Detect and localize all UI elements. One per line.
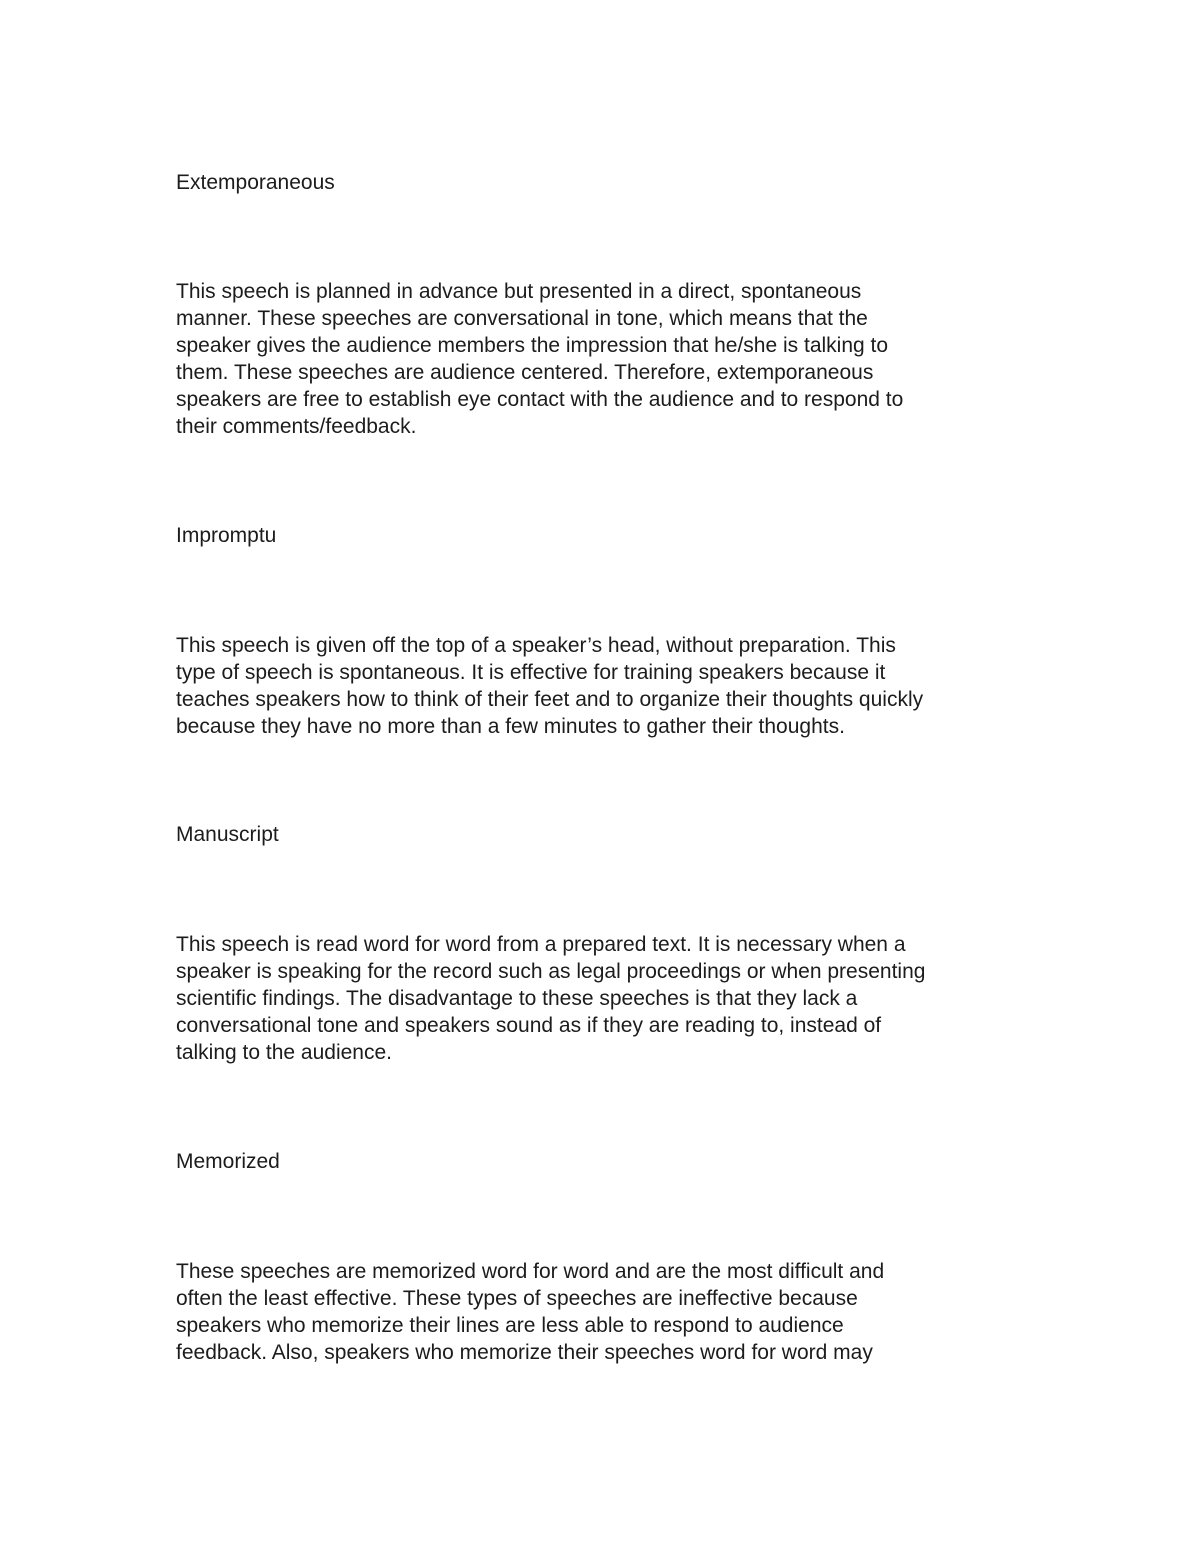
paragraph-line: conversational tone and speakers sound as if they are reading to, instead of <box>176 1014 882 1037</box>
section-heading-manuscript <box>176 821 1036 848</box>
paragraph-line: teaches speakers how to think of their feet and to organize their thoughts quickly <box>176 688 924 711</box>
section-body-manuscript <box>176 931 1036 1066</box>
paragraph-line: This speech is given off the top of a speaker’s head, without preparation. This <box>176 634 896 657</box>
section-heading: Memorized <box>176 1150 280 1173</box>
section-heading-extemporaneous <box>176 169 1036 196</box>
section-heading-impromptu <box>176 522 1036 549</box>
paragraph-line: feedback. Also, speakers who memorize their speeches word for word may <box>176 1341 873 1364</box>
paragraph-line: speaker gives the audience members the impression that he/she is talking to <box>176 334 889 357</box>
paragraph-line: speakers who memorize their lines are less able to respond to audience <box>176 1314 844 1337</box>
paragraph-line: talking to the audience. <box>176 1041 392 1064</box>
paragraph-line: This speech is read word for word from a prepared text. It is necessary when a <box>176 933 906 956</box>
paragraph-line: type of speech is spontaneous. It is effective for training speakers because it <box>176 661 886 684</box>
paragraph-line: scientific findings. The disadvantage to these speeches is that they lack a <box>176 987 858 1010</box>
paragraph-line: These speeches are memorized word for word and are the most difficult and <box>176 1260 885 1283</box>
paragraph <box>176 278 1036 440</box>
section-heading: Extemporaneous <box>176 171 335 194</box>
paragraph-line: their comments/feedback. <box>176 415 417 438</box>
paragraph <box>176 632 1036 740</box>
paragraph-line: This speech is planned in advance but presented in a direct, spontaneous <box>176 280 862 303</box>
paragraph-line: manner. These speeches are conversational in tone, which means that the <box>176 307 868 330</box>
paragraph <box>176 1258 1036 1366</box>
section-body-memorized <box>176 1258 1036 1366</box>
section-heading: Manuscript <box>176 823 279 846</box>
section-heading-memorized <box>176 1148 1036 1175</box>
paragraph-line: because they have no more than a few minutes to gather their thoughts. <box>176 715 845 738</box>
section-body-impromptu <box>176 632 1036 740</box>
paragraph-line: them. These speeches are audience centered. Therefore, extemporaneous <box>176 361 874 384</box>
paragraph-line: speakers are free to establish eye contact with the audience and to respond to <box>176 388 904 411</box>
paragraph-line: often the least effective. These types of speeches are ineffective because <box>176 1287 858 1310</box>
paragraph <box>176 931 1036 1066</box>
section-body-extemporaneous <box>176 278 1036 440</box>
section-heading: Impromptu <box>176 524 277 547</box>
paragraph-line: speaker is speaking for the record such as legal proceedings or when presenting <box>176 960 926 983</box>
